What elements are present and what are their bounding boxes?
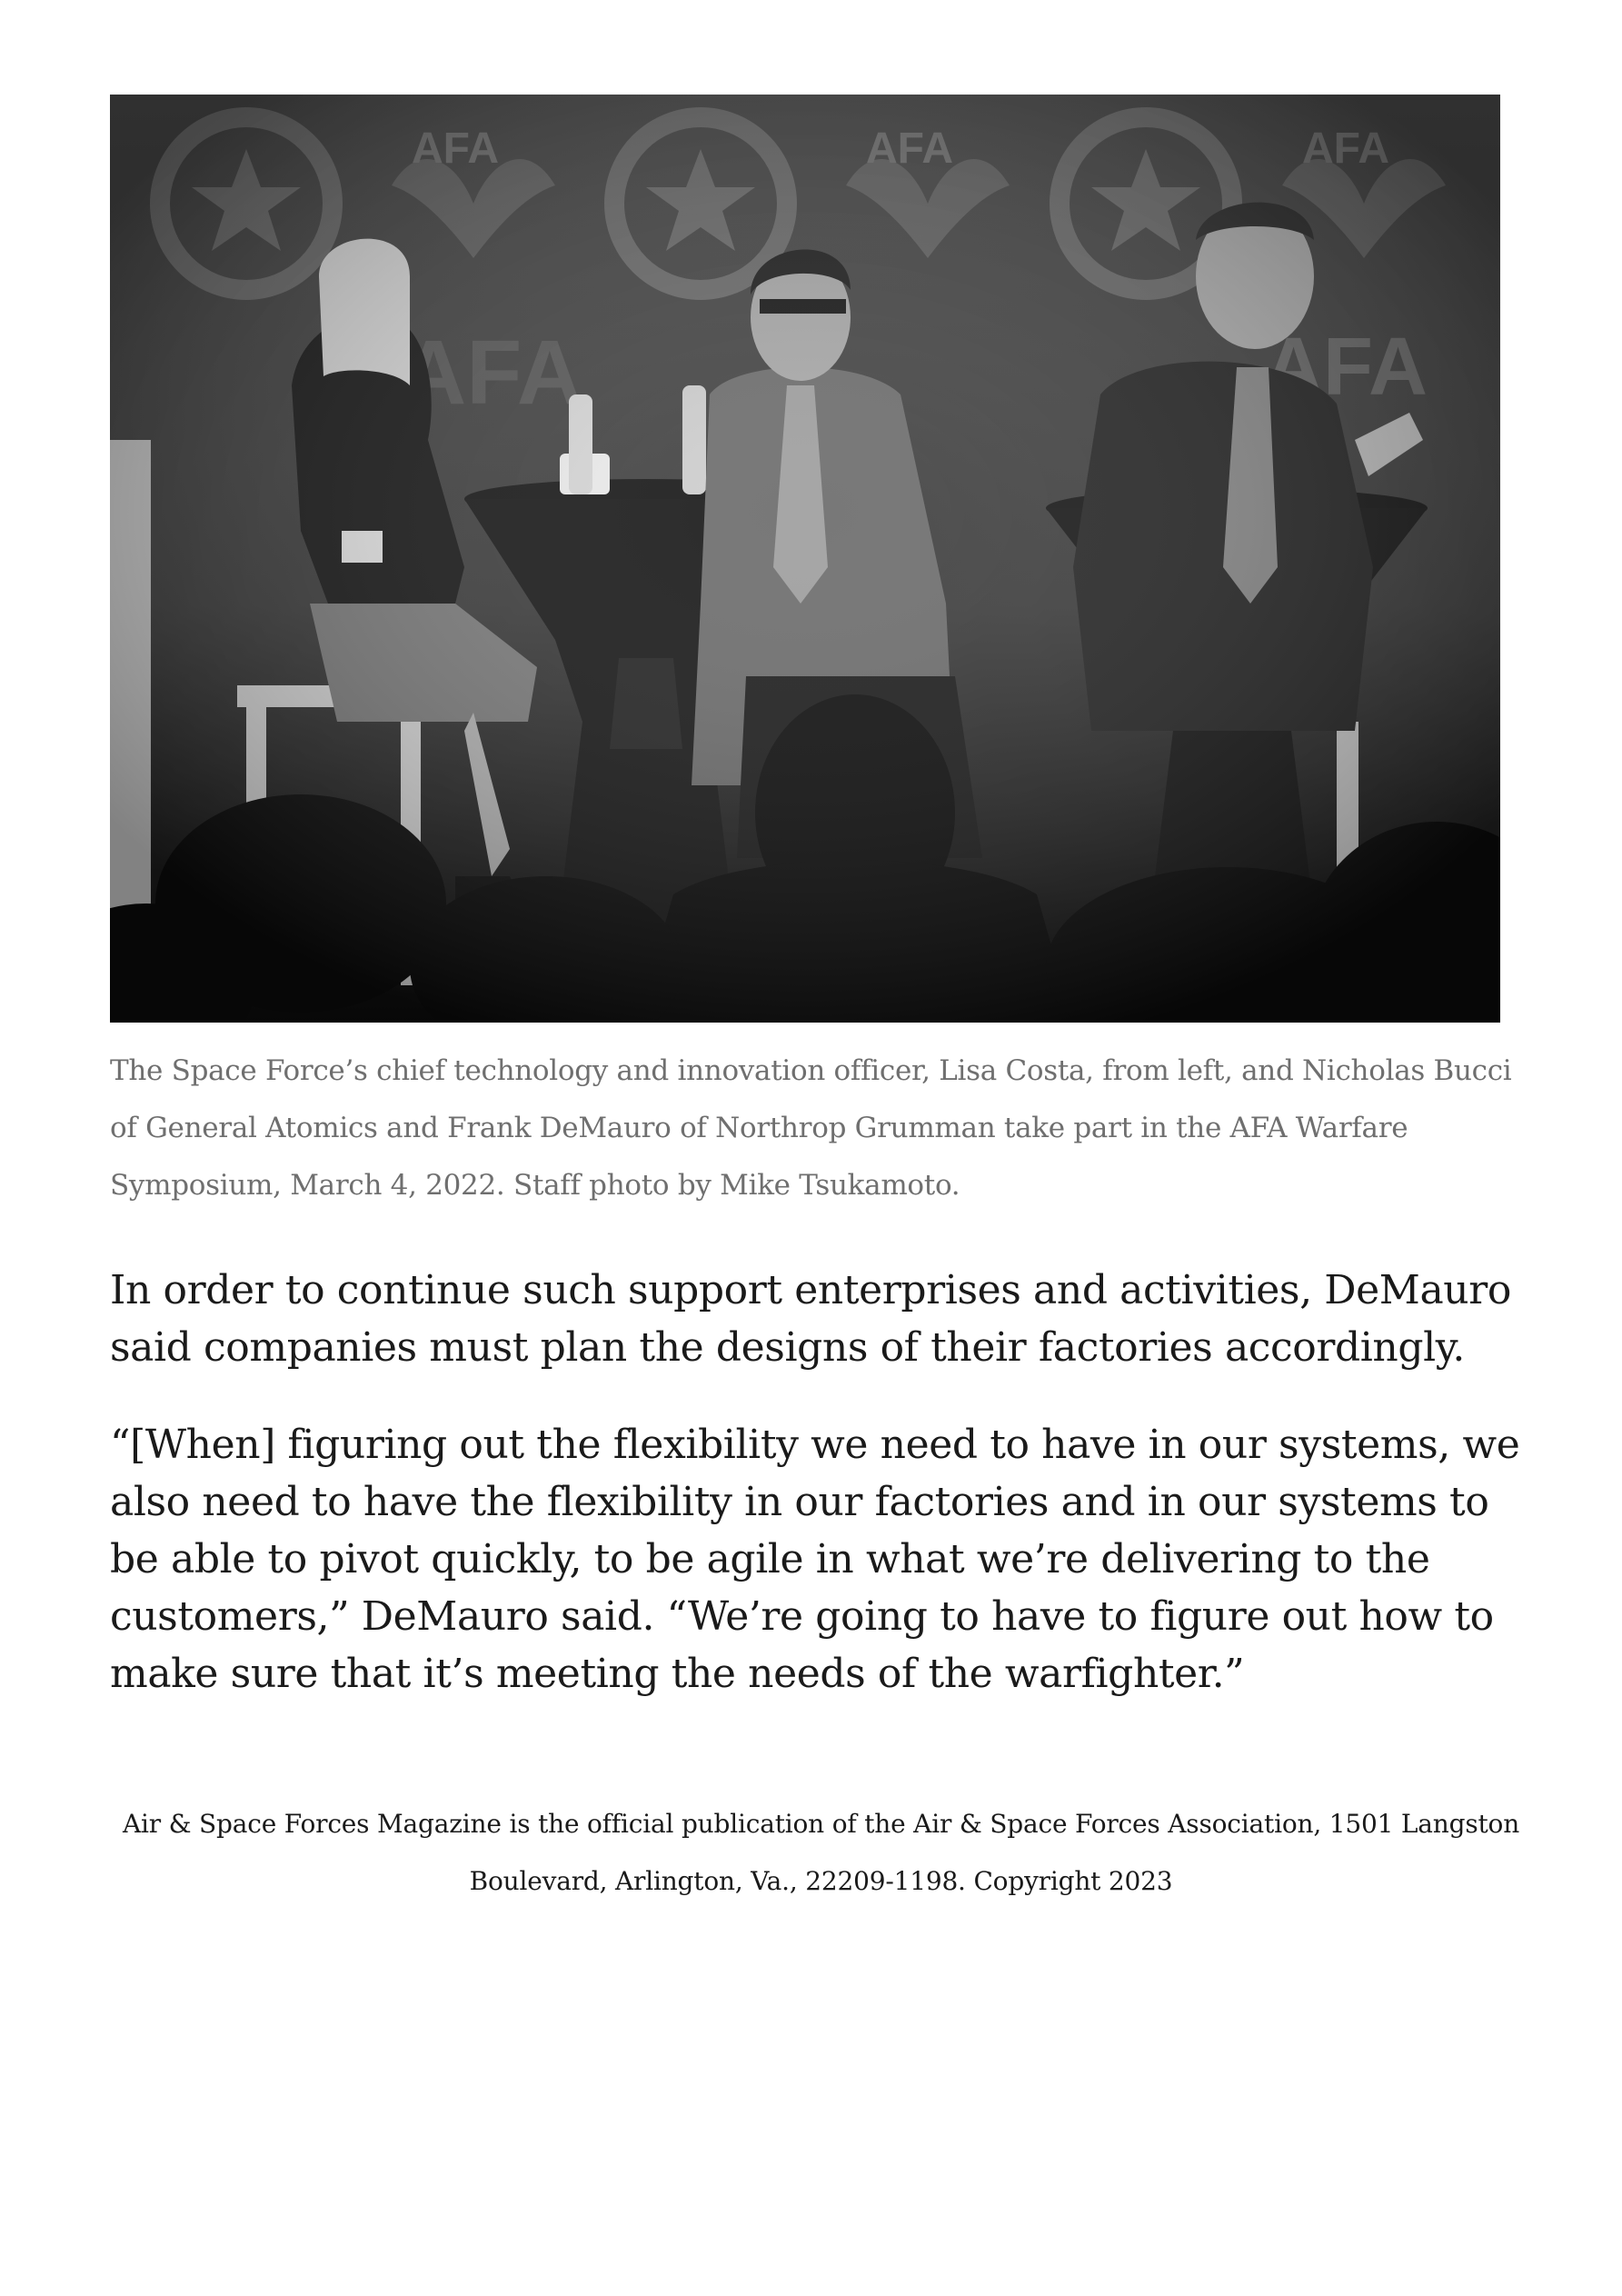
publication-footer: Air & Space Forces Magazine is the official publication of the Air & Space Forces Association, 1501 Langston Boulevard, Arlington, Va., 22209-1198. Copyright 2023 [122,1809,1520,1896]
photo-illustration [110,95,1500,1023]
article-body [110,95,1527,1742]
article-paragraph-2: “[When] figuring out the flexibility we need to have in our systems, we also need to have the flexibility in our factories and in our systems to be able to pivot quickly, to be agile in what we’re delivering to the customers,” DeMauro said. “We’re going to have to figure out how to make sure that it’s meeting the needs of the warfighter.” [110,1422,1520,1697]
panel-discussion-photo [110,95,1500,1023]
article-paragraph-1: In order to continue such support enterprises and activities, DeMauro said companies must plan the designs of their factories accordingly. [110,1267,1511,1371]
photo-caption: The Space Force’s chief technology and innovation officer, Lisa Costa, from left, and Nicholas Bucci of General Atomics and Frank DeMauro of Northrop Grumman take part in the AFA Warfare Symposium, March 4, 2022. Staff photo by Mike Tsukamoto. [110,1054,1512,1202]
